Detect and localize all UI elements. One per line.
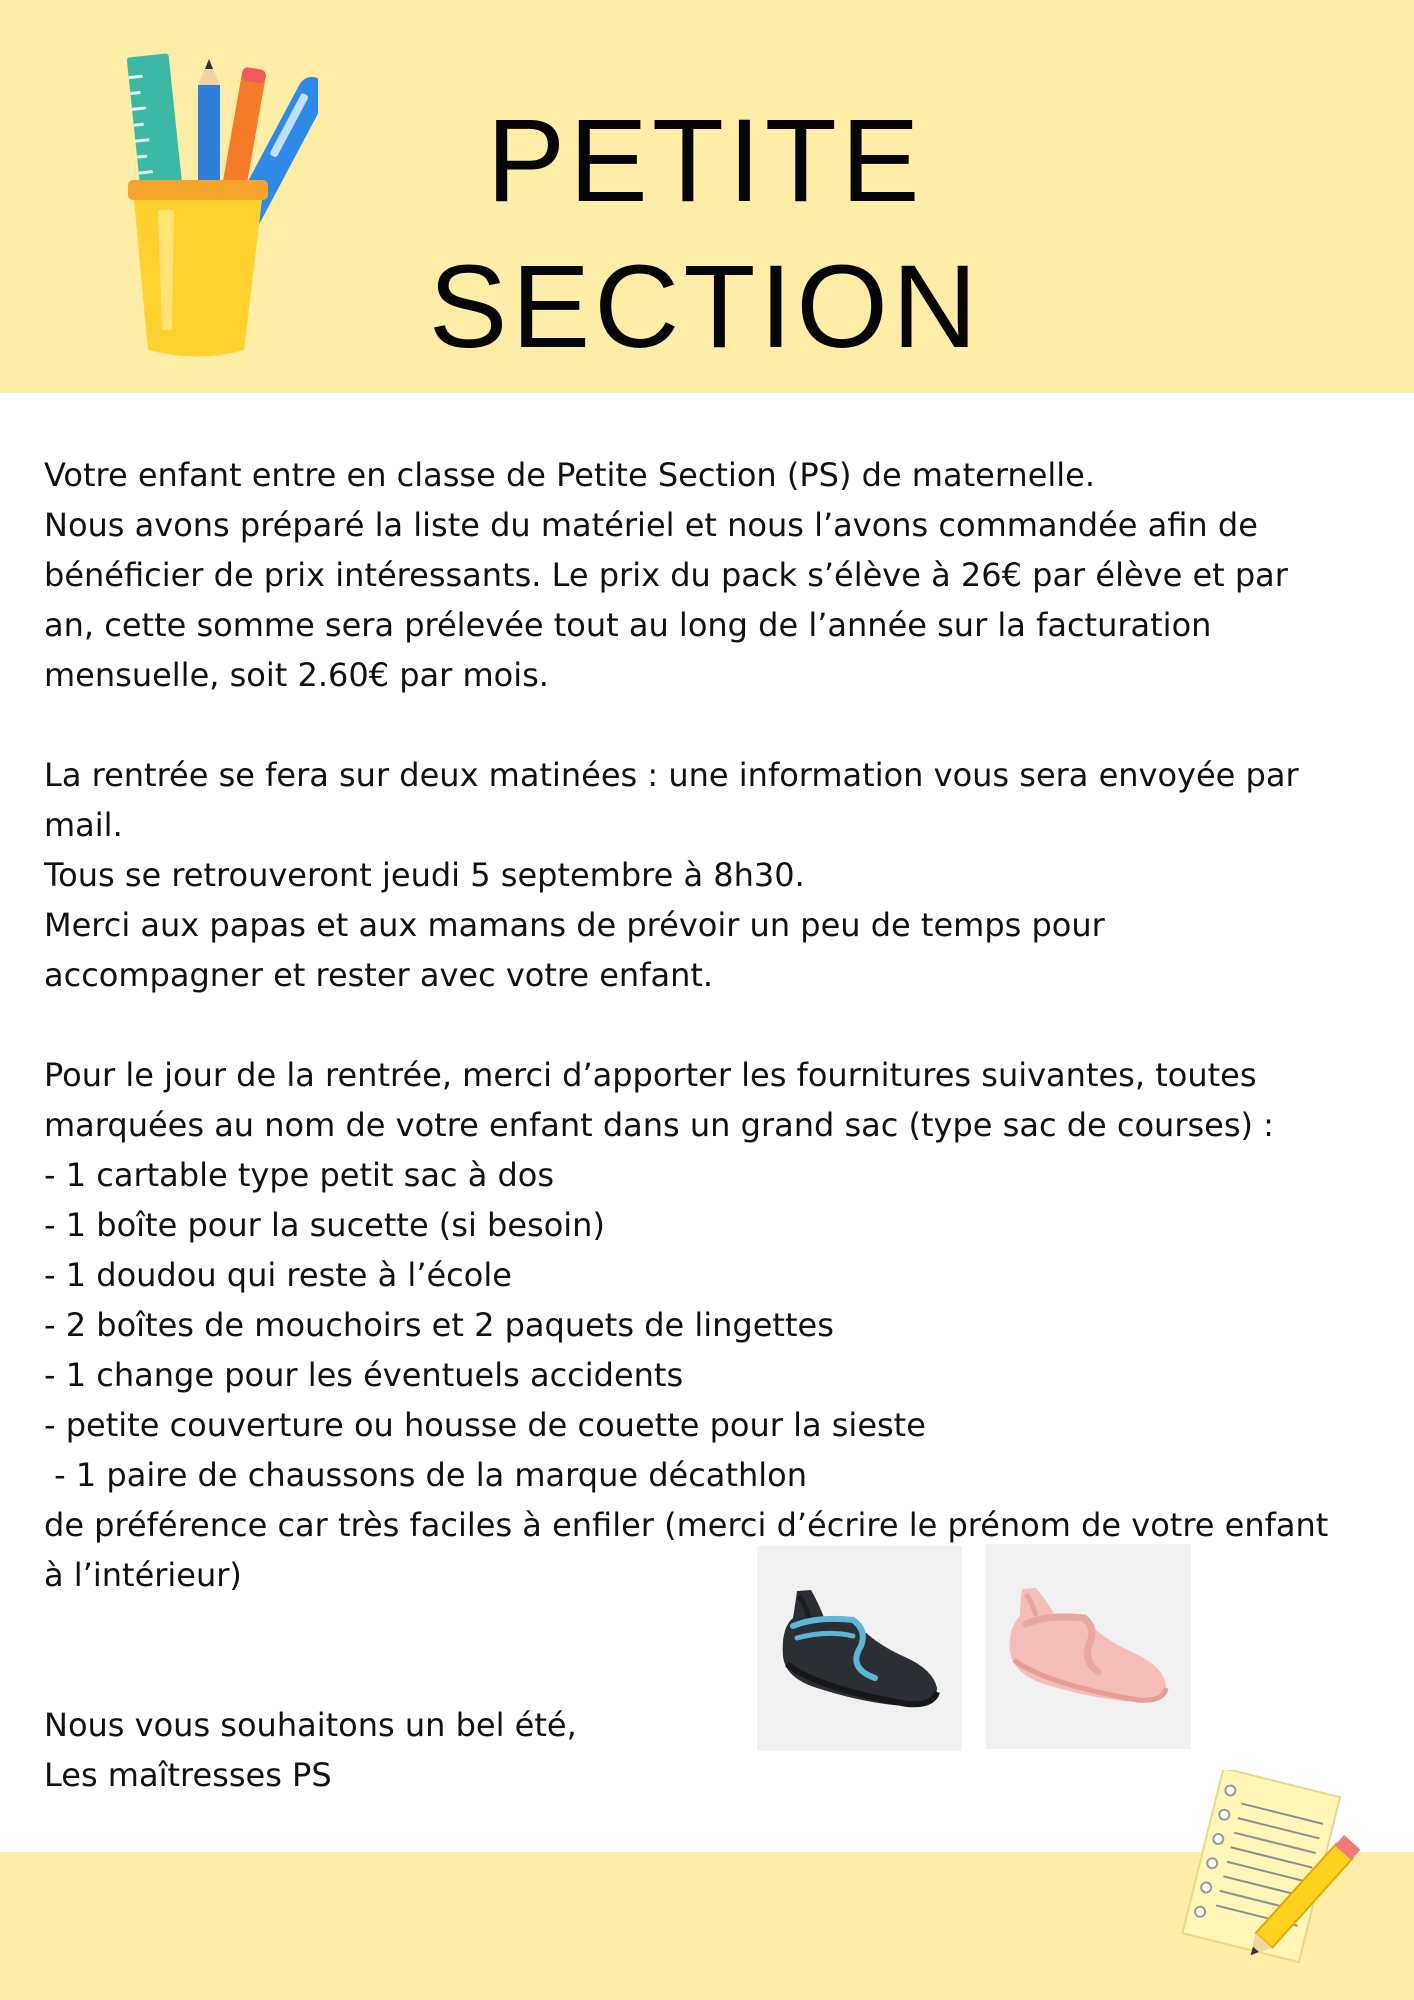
signature: Les maîtresses PS <box>44 1756 332 1794</box>
text-line: à l’intérieur) <box>44 1556 242 1594</box>
text-line: Merci aux papas et aux mamans de prévoir un peu de temps pour <box>44 906 1105 944</box>
text-line: Tous se retrouveront jeudi 5 septembre à 8h30. <box>44 856 805 894</box>
paragraph-gap <box>44 700 1384 750</box>
supply-item: - 1 change pour les éventuels accidents <box>44 1356 684 1394</box>
paragraph-gap <box>44 1000 1384 1050</box>
supply-item: - 1 cartable type petit sac à dos <box>44 1156 555 1194</box>
supply-item: - 2 boîtes de mouchoirs et 2 paquets de lingettes <box>44 1306 834 1344</box>
text-line: La rentrée se fera sur deux matinées : une information vous sera envoyée par <box>44 756 1299 794</box>
notebook-pencil-icon <box>1160 1770 1370 1970</box>
page-title <box>300 88 1110 380</box>
supplies-paragraph <box>44 1050 1384 1600</box>
title-line-2: SECTION <box>428 241 982 373</box>
pink-slipper-icon <box>986 1544 1191 1749</box>
text-line: mensuelle, soit 2.60€ par mois. <box>44 656 549 694</box>
supply-item: - petite couverture ou housse de couette pour la sieste <box>44 1406 926 1444</box>
text-line: Pour le jour de la rentrée, merci d’apporter les fournitures suivantes, toutes <box>44 1056 1257 1094</box>
text-line: bénéficier de prix intéressants. Le prix du pack s’élève à 26€ par élève et par <box>44 556 1288 594</box>
text-line: mail. <box>44 806 123 844</box>
supply-item: - 1 paire de chaussons de la marque décathlon <box>44 1456 807 1494</box>
text-line: marquées au nom de votre enfant dans un grand sac (type sac de courses) : <box>44 1106 1274 1144</box>
supply-item: - 1 boîte pour la sucette (si besoin) <box>44 1206 605 1244</box>
text-line: an, cette somme sera prélevée tout au long de l’année sur la facturation <box>44 606 1212 644</box>
closing-line: Nous vous souhaitons un bel été, <box>44 1706 577 1744</box>
intro-paragraph <box>44 450 1384 700</box>
text-line: de préférence car très faciles à enfiler (merci d’écrire le prénom de votre enfant <box>44 1506 1329 1544</box>
dark-slipper-icon <box>757 1546 962 1751</box>
pencil-cup-icon <box>118 45 318 365</box>
text-line: Votre enfant entre en classe de Petite Section (PS) de maternelle. <box>44 456 1096 494</box>
text-line: Nous avons préparé la liste du matériel et nous l’avons commandée afin de <box>44 506 1258 544</box>
title-line-1: PETITE <box>486 95 924 227</box>
supply-item: - 1 doudou qui reste à l’école <box>44 1256 512 1294</box>
rentree-paragraph <box>44 750 1384 1000</box>
text-line: accompagner et rester avec votre enfant. <box>44 956 714 994</box>
